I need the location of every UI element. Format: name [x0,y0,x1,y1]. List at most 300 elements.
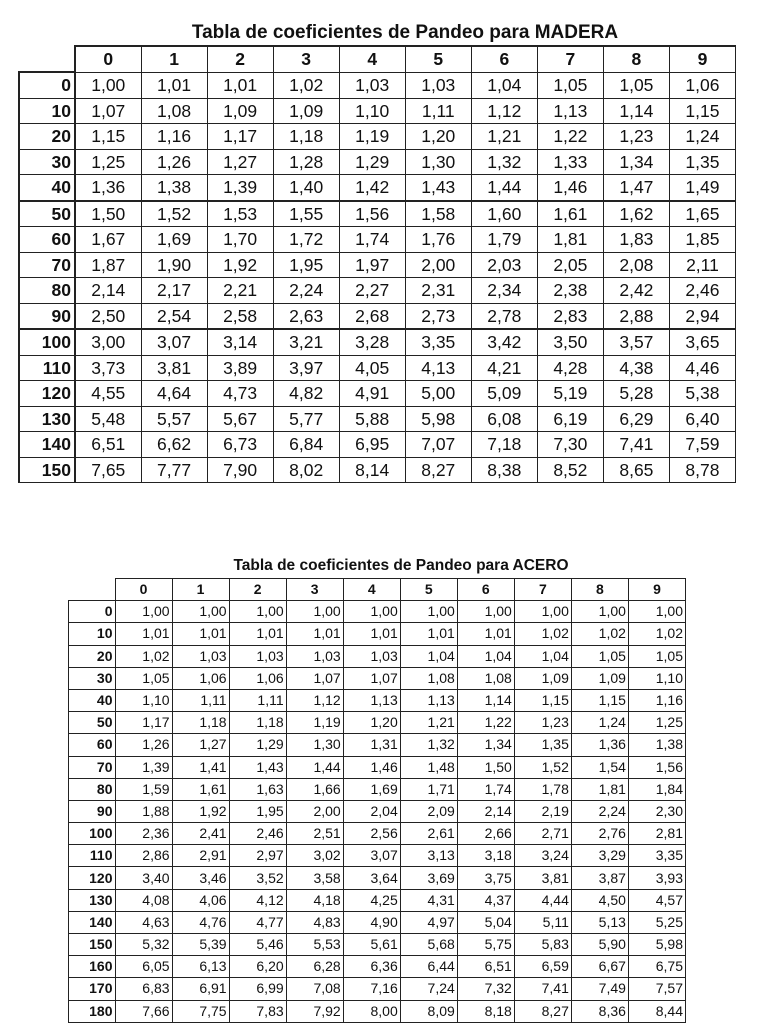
acero-value-cell: 8,18 [457,1000,514,1022]
madera-value-cell: 1,83 [603,227,669,253]
madera-value-cell: 1,74 [339,227,405,253]
madera-value-cell: 1,08 [141,98,207,124]
acero-value-cell: 1,01 [457,623,514,645]
acero-value-cell: 4,12 [229,889,286,911]
acero-table-row [69,645,686,667]
madera-value-cell: 1,38 [141,175,207,201]
madera-value-cell: 5,57 [141,406,207,432]
acero-value-cell: 7,41 [514,978,571,1000]
acero-value-cell: 1,81 [571,778,628,800]
acero-value-cell: 1,01 [286,623,343,645]
madera-value-cell: 6,84 [273,432,339,458]
madera-column-header: 1 [141,46,207,72]
madera-value-cell: 1,60 [471,201,537,227]
madera-value-cell: 1,81 [537,227,603,253]
madera-value-cell: 5,28 [603,381,669,407]
madera-value-cell: 1,79 [471,227,537,253]
acero-value-cell: 3,75 [457,867,514,889]
acero-column-header: 0 [115,579,172,601]
madera-table-row [19,278,736,304]
acero-column-header: 2 [229,579,286,601]
acero-value-cell: 1,00 [514,601,571,623]
madera-value-cell: 5,67 [207,406,273,432]
acero-value-cell: 6,51 [457,956,514,978]
acero-value-cell: 7,92 [286,1000,343,1022]
madera-value-cell: 4,91 [339,381,405,407]
madera-value-cell: 1,16 [141,124,207,150]
madera-value-cell: 1,04 [471,72,537,98]
madera-value-cell: 7,18 [471,432,537,458]
acero-table-row [69,978,686,1000]
acero-value-cell: 1,02 [514,623,571,645]
acero-corner-cell [69,579,116,601]
madera-table-row [19,124,736,150]
acero-value-cell: 1,16 [628,689,685,711]
madera-table-row [19,98,736,124]
acero-row-label: 0 [69,601,116,623]
madera-value-cell: 1,87 [75,252,141,278]
acero-value-cell: 1,00 [571,601,628,623]
acero-value-cell: 2,71 [514,823,571,845]
acero-table [68,578,686,1023]
acero-value-cell: 7,66 [115,1000,172,1022]
madera-row-label: 130 [19,406,75,432]
acero-value-cell: 1,20 [343,712,400,734]
madera-value-cell: 2,63 [273,303,339,329]
acero-value-cell: 1,09 [571,667,628,689]
madera-column-header: 2 [207,46,273,72]
madera-value-cell: 2,21 [207,278,273,304]
madera-value-cell: 2,31 [405,278,471,304]
acero-table-row [69,756,686,778]
madera-value-cell: 1,76 [405,227,471,253]
madera-corner-cell [19,46,75,72]
madera-value-cell: 1,24 [669,124,735,150]
madera-value-cell: 2,83 [537,303,603,329]
acero-value-cell: 1,84 [628,778,685,800]
acero-value-cell: 1,00 [286,601,343,623]
acero-column-header: 8 [571,579,628,601]
acero-value-cell: 1,54 [571,756,628,778]
acero-value-cell: 1,34 [457,734,514,756]
acero-value-cell: 4,25 [343,889,400,911]
madera-value-cell: 8,02 [273,457,339,483]
acero-value-cell: 8,36 [571,1000,628,1022]
madera-value-cell: 1,10 [339,98,405,124]
acero-value-cell: 5,83 [514,934,571,956]
acero-value-cell: 2,41 [172,823,229,845]
acero-value-cell: 7,49 [571,978,628,1000]
acero-row-label: 40 [69,689,116,711]
madera-value-cell: 1,21 [471,124,537,150]
madera-value-cell: 1,02 [273,72,339,98]
acero-value-cell: 1,95 [229,800,286,822]
acero-table-row [69,689,686,711]
madera-value-cell: 7,30 [537,432,603,458]
madera-value-cell: 1,07 [75,98,141,124]
madera-value-cell: 1,50 [75,201,141,227]
acero-row-label: 30 [69,667,116,689]
madera-value-cell: 1,01 [141,72,207,98]
acero-value-cell: 1,18 [172,712,229,734]
acero-row-label: 20 [69,645,116,667]
madera-value-cell: 7,59 [669,432,735,458]
acero-value-cell: 6,67 [571,956,628,978]
madera-value-cell: 1,03 [405,72,471,98]
acero-value-cell: 2,46 [229,823,286,845]
acero-value-cell: 3,58 [286,867,343,889]
acero-value-cell: 4,08 [115,889,172,911]
madera-column-header: 9 [669,46,735,72]
acero-column-header: 3 [286,579,343,601]
acero-value-cell: 3,18 [457,845,514,867]
acero-value-cell: 1,27 [172,734,229,756]
acero-value-cell: 7,16 [343,978,400,1000]
acero-value-cell: 6,44 [400,956,457,978]
acero-value-cell: 1,13 [343,689,400,711]
madera-value-cell: 2,78 [471,303,537,329]
madera-value-cell: 2,88 [603,303,669,329]
acero-value-cell: 5,39 [172,934,229,956]
acero-value-cell: 6,36 [343,956,400,978]
acero-value-cell: 4,77 [229,911,286,933]
madera-table-row [19,149,736,175]
madera-value-cell: 1,34 [603,149,669,175]
acero-value-cell: 5,90 [571,934,628,956]
madera-value-cell: 2,27 [339,278,405,304]
madera-value-cell: 3,21 [273,329,339,355]
madera-value-cell: 1,25 [75,149,141,175]
acero-row-label: 60 [69,734,116,756]
acero-value-cell: 1,00 [343,601,400,623]
madera-table-row [19,201,736,227]
acero-value-cell: 4,63 [115,911,172,933]
acero-value-cell: 2,30 [628,800,685,822]
acero-column-header: 7 [514,579,571,601]
madera-value-cell: 1,12 [471,98,537,124]
acero-column-header: 5 [400,579,457,601]
acero-value-cell: 2,81 [628,823,685,845]
madera-value-cell: 5,38 [669,381,735,407]
madera-row-label: 50 [19,201,75,227]
acero-value-cell: 8,27 [514,1000,571,1022]
acero-value-cell: 1,25 [628,712,685,734]
madera-value-cell: 1,32 [471,149,537,175]
acero-value-cell: 1,48 [400,756,457,778]
acero-value-cell: 1,04 [400,645,457,667]
acero-value-cell: 5,75 [457,934,514,956]
madera-value-cell: 4,21 [471,355,537,381]
acero-value-cell: 1,08 [457,667,514,689]
acero-row-label: 10 [69,623,116,645]
acero-value-cell: 1,05 [628,645,685,667]
acero-value-cell: 1,11 [229,689,286,711]
acero-value-cell: 2,14 [457,800,514,822]
madera-value-cell: 1,72 [273,227,339,253]
madera-column-header: 3 [273,46,339,72]
madera-row-label: 150 [19,457,75,483]
acero-value-cell: 7,24 [400,978,457,1000]
acero-value-cell: 3,64 [343,867,400,889]
madera-table-row [19,303,736,329]
acero-value-cell: 1,03 [343,645,400,667]
madera-value-cell: 6,95 [339,432,405,458]
madera-value-cell: 1,19 [339,124,405,150]
madera-table-row [19,175,736,201]
acero-value-cell: 4,06 [172,889,229,911]
madera-value-cell: 6,19 [537,406,603,432]
madera-value-cell: 1,30 [405,149,471,175]
acero-value-cell: 1,02 [115,645,172,667]
madera-value-cell: 1,70 [207,227,273,253]
madera-value-cell: 2,14 [75,278,141,304]
madera-value-cell: 1,65 [669,201,735,227]
madera-row-label: 100 [19,329,75,355]
acero-table-row [69,889,686,911]
acero-value-cell: 1,23 [514,712,571,734]
acero-value-cell: 3,02 [286,845,343,867]
madera-value-cell: 2,24 [273,278,339,304]
acero-value-cell: 3,87 [571,867,628,889]
madera-column-header: 7 [537,46,603,72]
acero-value-cell: 1,69 [343,778,400,800]
madera-value-cell: 3,07 [141,329,207,355]
acero-value-cell: 1,00 [115,601,172,623]
madera-value-cell: 1,01 [207,72,273,98]
madera-value-cell: 2,58 [207,303,273,329]
acero-value-cell: 2,36 [115,823,172,845]
acero-value-cell: 1,01 [172,623,229,645]
acero-value-cell: 5,53 [286,934,343,956]
acero-value-cell: 1,78 [514,778,571,800]
acero-value-cell: 1,03 [172,645,229,667]
madera-value-cell: 2,73 [405,303,471,329]
acero-value-cell: 3,40 [115,867,172,889]
acero-value-cell: 1,36 [571,734,628,756]
acero-value-cell: 1,44 [286,756,343,778]
madera-value-cell: 2,94 [669,303,735,329]
acero-value-cell: 1,02 [571,623,628,645]
madera-value-cell: 6,29 [603,406,669,432]
madera-value-cell: 5,09 [471,381,537,407]
madera-value-cell: 4,38 [603,355,669,381]
acero-value-cell: 1,05 [115,667,172,689]
madera-column-header: 0 [75,46,141,72]
acero-value-cell: 1,03 [286,645,343,667]
acero-table-row [69,712,686,734]
acero-row-label: 150 [69,934,116,956]
madera-value-cell: 2,03 [471,252,537,278]
madera-value-cell: 1,27 [207,149,273,175]
acero-table-row [69,934,686,956]
acero-value-cell: 3,13 [400,845,457,867]
madera-value-cell: 3,14 [207,329,273,355]
acero-row-label: 120 [69,867,116,889]
madera-value-cell: 4,28 [537,355,603,381]
madera-value-cell: 1,92 [207,252,273,278]
madera-value-cell: 2,34 [471,278,537,304]
madera-value-cell: 7,07 [405,432,471,458]
acero-value-cell: 2,00 [286,800,343,822]
madera-value-cell: 5,00 [405,381,471,407]
acero-value-cell: 1,63 [229,778,286,800]
madera-value-cell: 1,97 [339,252,405,278]
madera-table-row [19,355,736,381]
madera-table-row [19,432,736,458]
madera-table-row [19,329,736,355]
acero-value-cell: 1,10 [115,689,172,711]
acero-value-cell: 2,09 [400,800,457,822]
acero-value-cell: 1,35 [514,734,571,756]
acero-value-cell: 1,71 [400,778,457,800]
acero-value-cell: 2,19 [514,800,571,822]
acero-value-cell: 2,97 [229,845,286,867]
madera-value-cell: 1,95 [273,252,339,278]
madera-value-cell: 3,65 [669,329,735,355]
madera-value-cell: 1,22 [537,124,603,150]
madera-value-cell: 4,46 [669,355,735,381]
acero-value-cell: 5,11 [514,911,571,933]
acero-value-cell: 2,76 [571,823,628,845]
acero-table-row [69,845,686,867]
acero-value-cell: 2,56 [343,823,400,845]
madera-value-cell: 6,62 [141,432,207,458]
madera-value-cell: 1,47 [603,175,669,201]
acero-value-cell: 1,01 [115,623,172,645]
acero-value-cell: 6,05 [115,956,172,978]
madera-value-cell: 3,57 [603,329,669,355]
madera-value-cell: 4,05 [339,355,405,381]
madera-value-cell: 1,55 [273,201,339,227]
acero-value-cell: 3,35 [628,845,685,867]
madera-value-cell: 1,05 [603,72,669,98]
acero-table-row [69,823,686,845]
madera-row-label: 70 [19,252,75,278]
madera-value-cell: 1,03 [339,72,405,98]
acero-value-cell: 2,91 [172,845,229,867]
madera-value-cell: 1,15 [669,98,735,124]
madera-value-cell: 3,42 [471,329,537,355]
acero-value-cell: 6,99 [229,978,286,1000]
acero-table-row [69,867,686,889]
acero-value-cell: 5,68 [400,934,457,956]
madera-value-cell: 1,06 [669,72,735,98]
acero-value-cell: 1,15 [514,689,571,711]
acero-value-cell: 1,05 [571,645,628,667]
acero-value-cell: 1,26 [115,734,172,756]
acero-row-label: 160 [69,956,116,978]
madera-table-row [19,406,736,432]
acero-value-cell: 1,04 [514,645,571,667]
acero-value-cell: 1,08 [400,667,457,689]
madera-row-label: 0 [19,72,75,98]
madera-value-cell: 2,42 [603,278,669,304]
acero-table-row [69,1000,686,1022]
acero-value-cell: 1,06 [172,667,229,689]
acero-value-cell: 7,57 [628,978,685,1000]
acero-value-cell: 6,13 [172,956,229,978]
madera-value-cell: 4,13 [405,355,471,381]
acero-value-cell: 8,09 [400,1000,457,1022]
madera-value-cell: 4,55 [75,381,141,407]
madera-row-label: 20 [19,124,75,150]
madera-value-cell: 1,35 [669,149,735,175]
acero-value-cell: 1,03 [229,645,286,667]
madera-value-cell: 1,15 [75,124,141,150]
madera-value-cell: 4,82 [273,381,339,407]
madera-value-cell: 8,65 [603,457,669,483]
madera-value-cell: 1,18 [273,124,339,150]
madera-value-cell: 1,05 [537,72,603,98]
acero-value-cell: 1,29 [229,734,286,756]
acero-value-cell: 1,46 [343,756,400,778]
madera-value-cell: 3,28 [339,329,405,355]
madera-value-cell: 1,14 [603,98,669,124]
acero-value-cell: 1,00 [229,601,286,623]
madera-value-cell: 3,73 [75,355,141,381]
madera-value-cell: 6,51 [75,432,141,458]
acero-value-cell: 2,51 [286,823,343,845]
acero-row-label: 180 [69,1000,116,1022]
acero-value-cell: 7,83 [229,1000,286,1022]
acero-value-cell: 1,43 [229,756,286,778]
acero-value-cell: 4,97 [400,911,457,933]
acero-value-cell: 6,91 [172,978,229,1000]
madera-column-header: 4 [339,46,405,72]
madera-value-cell: 3,81 [141,355,207,381]
acero-value-cell: 6,28 [286,956,343,978]
madera-value-cell: 1,67 [75,227,141,253]
madera-value-cell: 1,17 [207,124,273,150]
acero-value-cell: 5,98 [628,934,685,956]
madera-value-cell: 1,42 [339,175,405,201]
madera-value-cell: 4,64 [141,381,207,407]
acero-value-cell: 1,19 [286,712,343,734]
acero-value-cell: 1,00 [628,601,685,623]
madera-value-cell: 5,77 [273,406,339,432]
acero-value-cell: 1,41 [172,756,229,778]
acero-value-cell: 7,08 [286,978,343,1000]
madera-value-cell: 1,62 [603,201,669,227]
madera-value-cell: 1,13 [537,98,603,124]
acero-value-cell: 2,04 [343,800,400,822]
acero-value-cell: 5,25 [628,911,685,933]
acero-value-cell: 1,13 [400,689,457,711]
madera-value-cell: 1,11 [405,98,471,124]
madera-value-cell: 1,36 [75,175,141,201]
madera-value-cell: 1,90 [141,252,207,278]
madera-value-cell: 8,27 [405,457,471,483]
madera-value-cell: 8,78 [669,457,735,483]
acero-value-cell: 1,66 [286,778,343,800]
acero-row-label: 50 [69,712,116,734]
acero-value-cell: 4,50 [571,889,628,911]
madera-value-cell: 1,53 [207,201,273,227]
madera-column-header: 8 [603,46,669,72]
acero-value-cell: 1,32 [400,734,457,756]
acero-row-label: 80 [69,778,116,800]
madera-row-label: 60 [19,227,75,253]
madera-value-cell: 1,58 [405,201,471,227]
madera-value-cell: 4,73 [207,381,273,407]
acero-header-row [69,579,686,601]
madera-value-cell: 1,85 [669,227,735,253]
madera-table-row [19,72,736,98]
madera-row-label: 10 [19,98,75,124]
madera-row-label: 110 [19,355,75,381]
acero-value-cell: 2,24 [571,800,628,822]
acero-value-cell: 1,10 [628,667,685,689]
